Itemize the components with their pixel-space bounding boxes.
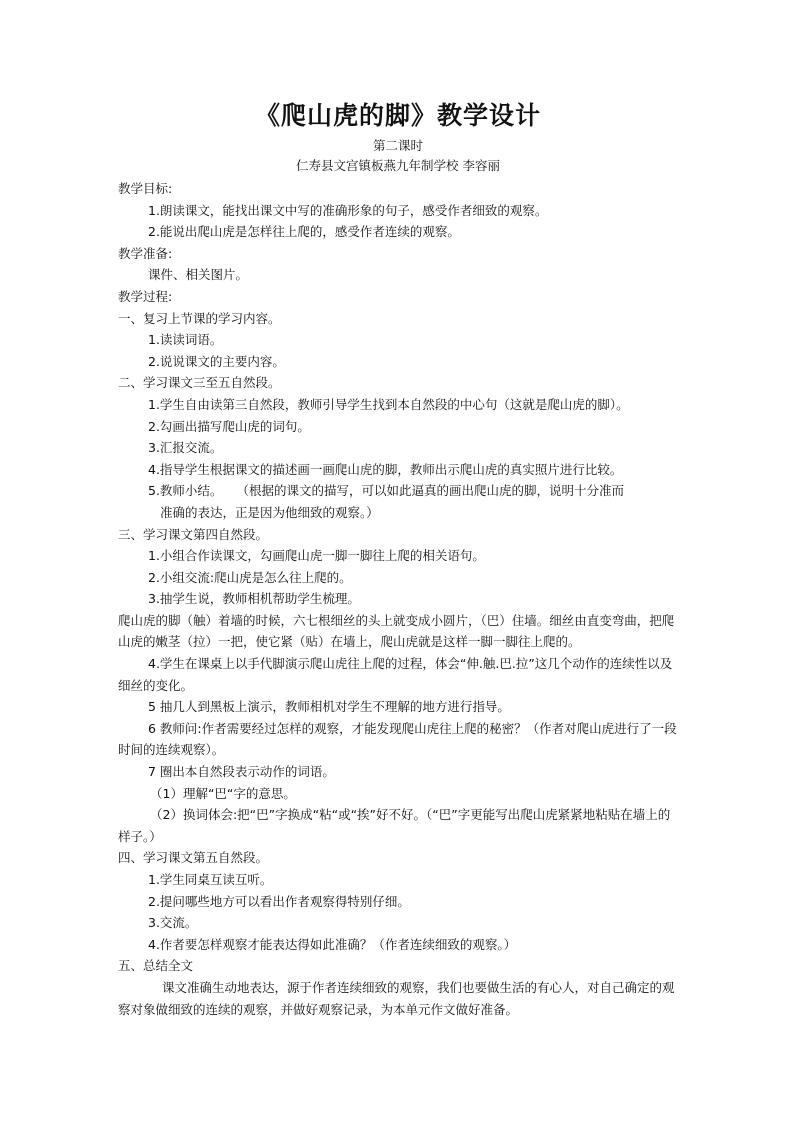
goal-item: 2.能说出爬山虎是怎样往上爬的，感受作者连续的观察。: [148, 224, 460, 240]
section-1-heading: 一、复习上节课的学习内容。: [118, 310, 281, 326]
list-item: 1.读读词语。: [148, 332, 223, 348]
sub-item: （2）换词体会:把“巴”字换成“粘“或“挨”好不好。（“巴”字更能写出爬山虎紧紧地粘贴在墙上的样子。）: [118, 807, 671, 844]
lesson-label: 第二课时: [372, 138, 423, 153]
list-item: 5 抽几人到黑板上演示，教师相机对学生不理解的地方进行指导。: [148, 699, 510, 715]
list-item: 4.作者要怎样观察才能表达得如此准确？（作者连续细致的观察。）: [148, 936, 517, 952]
list-item: 2.勾画出描写爬山虎的词句。: [148, 418, 310, 434]
list-item: 6 教师问:作者需要经过怎样的观察，才能发现爬山虎往上爬的秘密？（作者对爬山虎进行了一段时间的连续观察）。: [118, 720, 677, 758]
process-heading: 教学过程:: [118, 288, 173, 304]
sub-item: （1）理解“巴“字的意思。: [150, 785, 296, 801]
list-item: 7 圈出本自然段表示动作的词语。: [148, 764, 335, 780]
paragraph: 爬山虎的脚（触）着墙的时候，六七根细丝的头上就变成小圆片，（巴）住墙。细丝由直变弯曲，把爬山虎的嫩茎（拉）一把，使它紧（贴）在墙上，爬山虎就是这样一脚一脚往上爬的。: [118, 612, 675, 650]
goals-heading: 教学目标:: [118, 181, 173, 196]
document-page: [118, 98, 678, 1020]
list-item-5-note: （根据的课文的描写，可以如此逼真的画出爬山虎的脚，说明十分准而: [236, 483, 624, 499]
list-item: 1.学生同桌互读互听。: [148, 872, 273, 887]
list-item-5: [118, 480, 678, 523]
list-item-5-label: 5.教师小结。: [148, 483, 223, 499]
author-line: 仁寿县文宫镇板燕九年制学校 李容丽: [296, 158, 500, 173]
document-title: 《爬山虎的脚》教学设计: [254, 101, 541, 130]
goal-item: 1.朗读课文，能找出课文中写的准确形象的句子，感受作者细致的观察。: [148, 202, 548, 218]
paragraph: 课文准确生动地表达，源于作者连续细致的观察，我们也要做生活的有心人，对自己确定的观察对象做细致的连续的观察，并做好观察记录，为本单元作文做好准备。: [118, 979, 675, 1017]
section-3-heading: 三、学习课文第四自然段。: [118, 526, 269, 542]
section-5-heading: 五、总结全文: [118, 958, 194, 974]
list-item: 4.学生在课桌上以手代脚演示爬山虎往上爬的过程，体会“伸.触.巴.拉”这几个动作的连续性以及细丝的变化。: [118, 656, 673, 693]
list-item: 4.指导学生根据课文的描述画一画爬山虎的脚，教师出示爬山虎的真实照片进行比较。: [148, 461, 623, 477]
prep-text: 课件、相关图片。: [148, 267, 249, 283]
section-2-heading: 二、学习课文三至五自然段。: [118, 375, 281, 391]
list-item: 2.小组交流:爬山虎是怎么往上爬的。: [148, 569, 352, 585]
list-item: 3.抽学生说，教师相机帮助学生梳理。: [148, 591, 360, 607]
list-item: 1.学生自由读第三自然段，教师引导学生找到本自然段的中心句（这就是爬山虎的脚）。: [148, 396, 629, 412]
list-item: 2.说说课文的主要内容。: [148, 353, 285, 369]
section-4-heading: 四、学习课文第五自然段。: [118, 850, 269, 866]
prep-heading: 教学准备:: [118, 245, 173, 261]
list-item: 3.汇报交流。: [148, 440, 223, 456]
list-item-5-note-cont: 准确的表达，正是因为他细致的观察。）: [160, 504, 379, 520]
list-item: 1.小组合作读课文，勾画爬山虎一脚一脚往上爬的相关语句。: [148, 548, 485, 564]
list-item: 2.提问哪些地方可以看出作者观察得特别仔细。: [148, 893, 410, 909]
list-item: 3.交流。: [148, 915, 198, 931]
